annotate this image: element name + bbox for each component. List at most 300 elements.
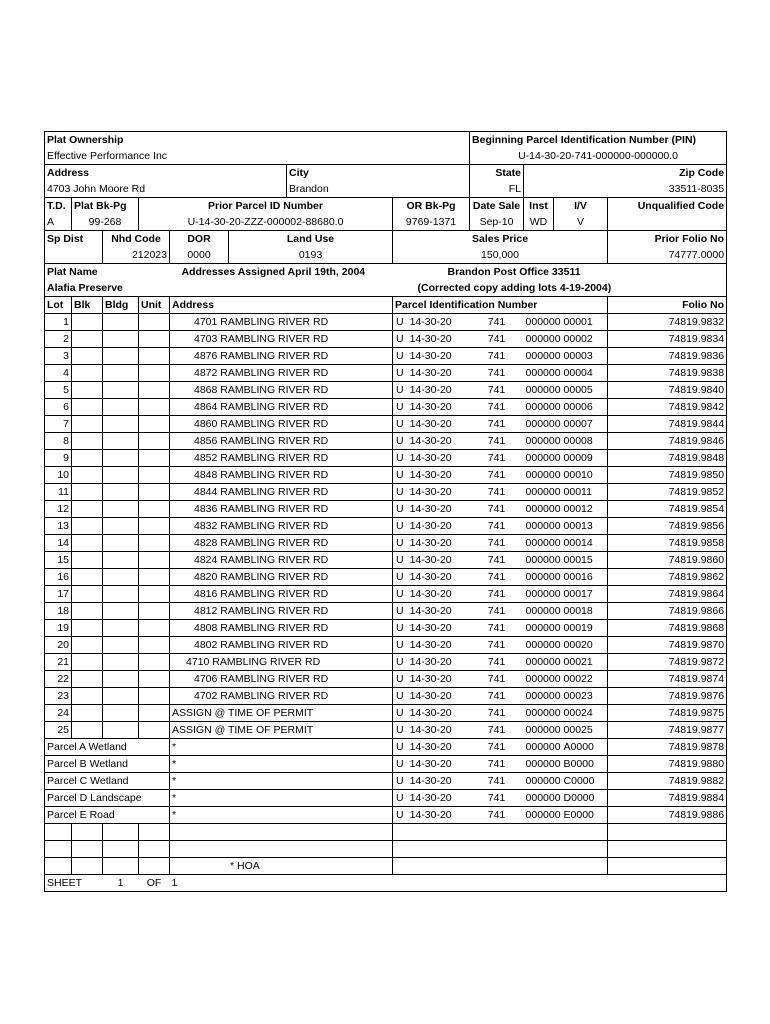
bldg-cell [103,450,139,467]
pin-section: 14-30-20 [409,367,452,379]
pin-parcel: 00009 [554,450,608,467]
pin-block: 000000 [524,416,554,433]
pin-subdivision: 741 [470,501,524,518]
state-label: State [470,165,524,182]
pin-segments [393,620,452,637]
parcel-name: Parcel E Road [45,807,170,824]
table-row [45,586,727,603]
sales-price-label: Sales Price [393,231,608,248]
folio-number: 74819.9850 [608,467,727,484]
pin-subdivision: 741 [470,535,524,552]
unit-cell [139,433,170,450]
iv-label: I/V [554,198,608,215]
land-use-label: Land Use [229,231,393,248]
lot-number: 10 [45,467,72,484]
pin-prefix: U [396,452,404,464]
blank-cell [139,858,170,875]
bldg-cell [103,467,139,484]
pin-block: 000000 [524,739,554,756]
unqualified-code-label: Unqualified Code [608,198,727,215]
sheet-row [45,875,727,892]
address-cell: 4872 RAMBLING RIVER RD [170,365,393,382]
pin-segments [393,586,452,603]
parcel-name: Parcel C Wetland [45,773,170,790]
bldg-cell [103,654,139,671]
table-row [45,450,727,467]
blk-cell [72,518,103,535]
bldg-cell [103,637,139,654]
td-label: T.D. [45,198,72,215]
pin-segments [393,399,452,416]
pin-segments [393,688,452,705]
folio-number: 74819.9878 [608,739,727,756]
pin-prefix: U [396,316,404,328]
or-bkpg-label: OR Bk-Pg [393,198,470,215]
post-office-note: Brandon Post Office 33511 [438,264,727,281]
address-cell: 4864 RAMBLING RIVER RD [170,399,393,416]
pin-parcel: 00024 [554,705,608,722]
table-row [45,518,727,535]
folio-number: 74819.9874 [608,671,727,688]
pin-segments [393,637,452,654]
pin-parcel: 00021 [554,654,608,671]
spacer-cell [170,280,393,297]
pin-parcel: 00025 [554,722,608,739]
blk-cell [72,722,103,739]
blk-cell [72,416,103,433]
folio-number: 74819.9876 [608,688,727,705]
address-cell: 4706 RAMBLING RIVER RD [170,671,393,688]
pin-block: 000000 [524,518,554,535]
column-header-row [45,297,727,314]
parcel-row [45,773,727,790]
blk-cell [72,688,103,705]
lot-number: 17 [45,586,72,603]
blank-cell [170,841,393,858]
land-use-value: 0193 [229,247,393,264]
bldg-cell [103,399,139,416]
col-blk: Blk [72,297,103,314]
pin-parcel: C0000 [554,773,608,790]
blk-cell [72,382,103,399]
table-row [45,501,727,518]
hoa-note: * HOA [170,858,393,875]
table-row [45,484,727,501]
address-cell: 4836 RAMBLING RIVER RD [170,501,393,518]
header-row-1 [45,132,727,149]
blk-cell [72,637,103,654]
bldg-cell [103,314,139,331]
pin-parcel: A0000 [554,739,608,756]
folio-number: 74819.9862 [608,569,727,586]
address-cell: 4702 RAMBLING RIVER RD [170,688,393,705]
address-cell: 4848 RAMBLING RIVER RD [170,467,393,484]
pin-section: 14-30-20 [409,707,452,719]
pin-section: 14-30-20 [409,350,452,362]
bldg-cell [103,688,139,705]
lot-number: 2 [45,331,72,348]
address-cell: 4868 RAMBLING RIVER RD [170,382,393,399]
table-row [45,637,727,654]
pin-block: 000000 [524,586,554,603]
parcel-name: Parcel B Wetland [45,756,170,773]
plat-name-label: Plat Name [45,264,170,281]
unit-cell [139,467,170,484]
col-address: Address [170,297,393,314]
pin-prefix: U [396,758,404,770]
blk-cell [72,654,103,671]
address-cell: 4832 RAMBLING RIVER RD [170,518,393,535]
pin-section: 14-30-20 [409,435,452,447]
bldg-cell [103,433,139,450]
bldg-cell [103,365,139,382]
pin-segments [393,365,452,382]
pin-subdivision: 741 [470,807,524,824]
blank-cell [393,824,608,841]
unit-cell [139,348,170,365]
address-cell: 4856 RAMBLING RIVER RD [170,433,393,450]
blk-cell [72,586,103,603]
pin-block: 000000 [524,603,554,620]
pin-parcel: 00002 [554,331,608,348]
pin-segments [393,331,452,348]
or-bkpg-value: 9769-1371 [393,214,470,231]
table-row [45,705,727,722]
pin-section: 14-30-20 [409,758,452,770]
unit-cell [139,620,170,637]
blank-cell [139,824,170,841]
col-bldg: Bldg [103,297,139,314]
pin-subdivision: 741 [470,518,524,535]
col-lot: Lot [45,297,72,314]
table-row [45,603,727,620]
unit-cell [139,501,170,518]
parcel-rows [45,739,727,824]
folio-number: 74819.9856 [608,518,727,535]
pin-subdivision: 741 [470,688,524,705]
lot-number: 6 [45,399,72,416]
pin-segments [393,382,452,399]
address-label: Address [45,165,287,182]
pin-segments [393,773,452,790]
folio-number: 74819.9836 [608,348,727,365]
blank-cell [103,841,139,858]
header-row-6 [45,214,727,231]
table-row [45,620,727,637]
col-unit: Unit [139,297,170,314]
pin-section: 14-30-20 [409,639,452,651]
lot-number: 5 [45,382,72,399]
pin-section: 14-30-20 [409,571,452,583]
address-cell: 4876 RAMBLING RIVER RD [170,348,393,365]
blank-cell [393,841,608,858]
pin-block: 000000 [524,365,554,382]
blank-cell [608,841,727,858]
address-value: 4703 John Moore Rd [45,181,287,198]
pin-block: 000000 [524,671,554,688]
pin-prefix: U [396,673,404,685]
pin-subdivision: 741 [470,773,524,790]
pin-section: 14-30-20 [409,554,452,566]
address-cell: * [170,739,393,756]
blank-cell [45,841,72,858]
bldg-cell [103,671,139,688]
pin-subdivision: 741 [470,569,524,586]
lot-number: 15 [45,552,72,569]
plat-bkpg-value: 99-268 [72,214,139,231]
col-pin: Parcel Identification Number [393,297,608,314]
pin-block: 000000 [524,331,554,348]
prior-pin-label: Prior Parcel ID Number [139,198,393,215]
blk-cell [72,433,103,450]
pin-parcel: 00004 [554,365,608,382]
pin-segments [393,705,452,722]
pin-prefix: U [396,333,404,345]
blk-cell [72,365,103,382]
pin-subdivision: 741 [470,348,524,365]
bldg-cell [103,722,139,739]
blk-cell [72,314,103,331]
pin-subdivision: 741 [470,705,524,722]
header-row-10 [45,280,727,297]
bldg-cell [103,382,139,399]
unit-cell [139,518,170,535]
address-cell: 4701 RAMBLING RIVER RD [170,314,393,331]
table-row [45,552,727,569]
pin-parcel: 00016 [554,569,608,586]
pin-subdivision: 741 [470,586,524,603]
prior-folio-value: 74777.0000 [668,249,725,261]
blank-cell [103,824,139,841]
pin-subdivision: 741 [470,603,524,620]
folio-number: 74819.9860 [608,552,727,569]
pin-parcel: 00022 [554,671,608,688]
pin-subdivision: 741 [470,416,524,433]
blank-cell [72,824,103,841]
sales-price-value: 150,000 [393,247,608,264]
lot-number: 7 [45,416,72,433]
state-value: FL [470,181,524,198]
bldg-cell [103,620,139,637]
parcel-row [45,807,727,824]
pin-prefix: U [396,486,404,498]
table-row [45,467,727,484]
lot-number: 20 [45,637,72,654]
date-sale-label: Date Sale [470,198,524,215]
pin-segments [393,501,452,518]
pin-segments [393,654,452,671]
pin-block: 000000 [524,620,554,637]
pin-subdivision: 741 [470,433,524,450]
bldg-cell [103,348,139,365]
pin-subdivision: 741 [470,552,524,569]
address-cell: * [170,773,393,790]
sheet-label: SHEET [45,875,103,892]
pin-block: 000000 [524,705,554,722]
pin-prefix: U [396,639,404,651]
parcel-row [45,756,727,773]
pin-section: 14-30-20 [409,537,452,549]
pin-parcel: 00014 [554,535,608,552]
pin-subdivision: 741 [470,467,524,484]
blk-cell [72,552,103,569]
address-cell: 4824 RAMBLING RIVER RD [170,552,393,569]
sheet-number: 1 [103,875,139,892]
td-value: A [45,214,72,231]
pin-parcel: 00015 [554,552,608,569]
pin-subdivision: 741 [470,637,524,654]
address-cell: ASSIGN @ TIME OF PERMIT [170,705,393,722]
date-sale-value: Sep-10 [470,214,524,231]
bldg-cell [103,331,139,348]
pin-segments [393,416,452,433]
pin-section: 14-30-20 [409,503,452,515]
address-cell: 4703 RAMBLING RIVER RD [170,331,393,348]
pin-prefix: U [396,792,404,804]
pin-section: 14-30-20 [409,588,452,600]
pin-segments [393,348,452,365]
folio-number: 74819.9880 [608,756,727,773]
unit-cell [139,586,170,603]
blank-cell [72,858,103,875]
folio-number: 74819.9877 [608,722,727,739]
pin-block: 000000 [524,535,554,552]
pin-block: 000000 [524,756,554,773]
lot-number: 9 [45,450,72,467]
blank-cell [170,824,393,841]
pin-prefix: U [396,435,404,447]
city-value: Brandon [287,181,470,198]
col-folio: Folio No [608,297,727,314]
folio-number: 74819.9872 [608,654,727,671]
pin-prefix: U [396,690,404,702]
lot-number: 3 [45,348,72,365]
plat-sheet [44,131,726,892]
blk-cell [72,331,103,348]
bldg-cell [103,603,139,620]
pin-subdivision: 741 [470,484,524,501]
pin-block: 000000 [524,773,554,790]
pin-parcel: 00008 [554,433,608,450]
pin-block: 000000 [524,348,554,365]
table-row [45,688,727,705]
pin-section: 14-30-20 [409,333,452,345]
lot-number: 14 [45,535,72,552]
address-cell: 4816 RAMBLING RIVER RD [170,586,393,603]
iv-value: V [554,214,608,231]
table-row [45,382,727,399]
folio-number: 74819.9838 [608,365,727,382]
pin-parcel: E0000 [554,807,608,824]
dor-label: DOR [170,231,229,248]
pin-parcel: 00012 [554,501,608,518]
unit-cell [139,365,170,382]
pin-prefix: U [396,809,404,821]
folio-number: 74819.9842 [608,399,727,416]
lot-number: 1 [45,314,72,331]
pin-segments [393,790,452,807]
pin-subdivision: 741 [470,331,524,348]
pin-parcel: 00010 [554,467,608,484]
parcel-name: Parcel A Wetland [45,739,170,756]
blank-cell [45,824,72,841]
blank-row [45,824,727,841]
bldg-cell [103,501,139,518]
lot-number: 25 [45,722,72,739]
beginning-pin-label: Beginning Parcel Identification Number (PIN) [472,134,697,146]
address-cell: * [170,756,393,773]
plat-ownership-label: Plat Ownership [45,132,470,149]
beginning-pin-value: U-14-30-20-741-000000-000000.0 [518,150,679,162]
pin-segments [393,484,452,501]
blk-cell [72,535,103,552]
pin-prefix: U [396,537,404,549]
pin-segments [393,671,452,688]
pin-subdivision: 741 [470,722,524,739]
unit-cell [139,654,170,671]
pin-parcel: D0000 [554,790,608,807]
pin-block: 000000 [524,569,554,586]
pin-parcel: 00006 [554,399,608,416]
pin-segments [393,603,452,620]
pin-block: 000000 [524,790,554,807]
parcel-row [45,790,727,807]
address-cell: 4820 RAMBLING RIVER RD [170,569,393,586]
inst-label: Inst [524,198,554,215]
folio-number: 74819.9886 [608,807,727,824]
unit-cell [139,688,170,705]
pin-section: 14-30-20 [409,809,452,821]
address-cell: 4812 RAMBLING RIVER RD [170,603,393,620]
pin-subdivision: 741 [470,399,524,416]
blank-cell [139,841,170,858]
pin-section: 14-30-20 [409,690,452,702]
pin-prefix: U [396,401,404,413]
lot-number: 8 [45,433,72,450]
pin-section: 14-30-20 [409,724,452,736]
folio-number: 74819.9870 [608,637,727,654]
pin-subdivision: 741 [470,382,524,399]
pin-section: 14-30-20 [409,401,452,413]
pin-segments [393,314,452,331]
plat-table [44,131,727,892]
parcel-name: Parcel D Landscape [45,790,170,807]
pin-parcel: 00018 [554,603,608,620]
pin-subdivision: 741 [470,365,524,382]
pin-prefix: U [396,384,404,396]
pin-section: 14-30-20 [409,418,452,430]
pin-prefix: U [396,605,404,617]
pin-section: 14-30-20 [409,741,452,753]
pin-section: 14-30-20 [409,452,452,464]
pin-parcel: 00007 [554,416,608,433]
lot-number: 4 [45,365,72,382]
folio-number: 74819.9832 [608,314,727,331]
corrected-copy-note: (Corrected copy adding lots 4-19-2004) [417,282,612,294]
pin-subdivision: 741 [470,739,524,756]
pin-block: 000000 [524,807,554,824]
address-cell: ASSIGN @ TIME OF PERMIT [170,722,393,739]
lot-number: 16 [45,569,72,586]
folio-number: 74819.9852 [608,484,727,501]
table-row [45,399,727,416]
pin-segments [393,535,452,552]
table-row [45,654,727,671]
folio-number: 74819.9840 [608,382,727,399]
pin-subdivision: 741 [470,450,524,467]
lot-number: 23 [45,688,72,705]
lot-number: 24 [45,705,72,722]
